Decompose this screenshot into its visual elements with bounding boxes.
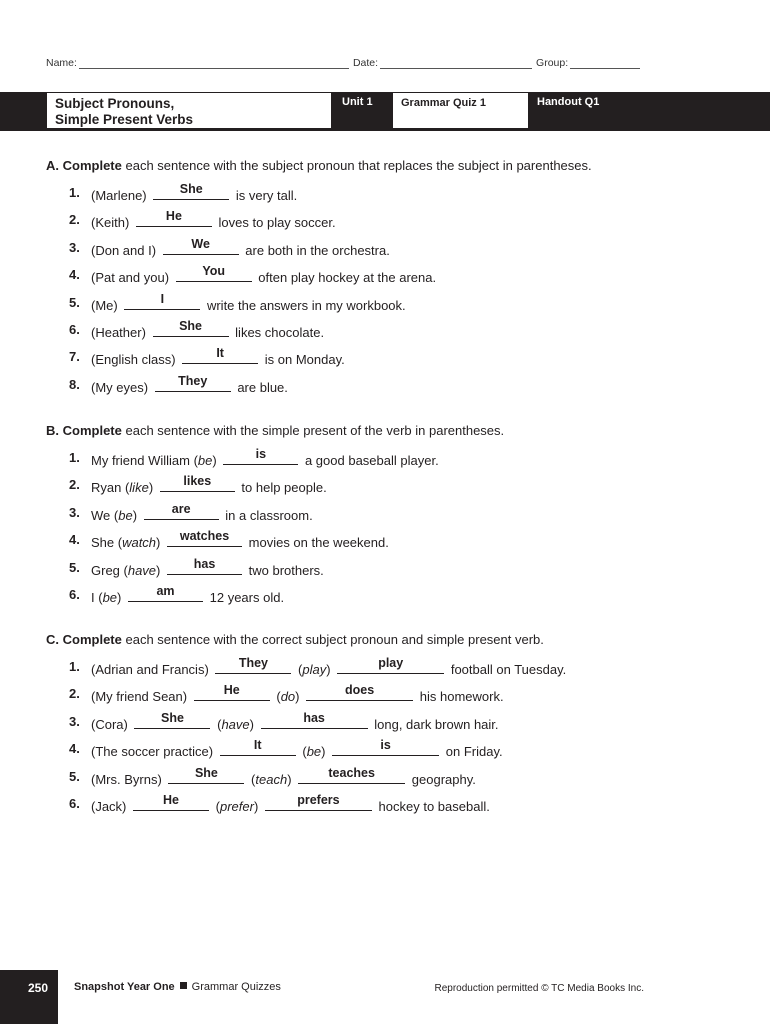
question-item <box>46 549 746 576</box>
handout-label: Handout Q1 <box>537 96 600 108</box>
answer-text: They <box>238 656 268 670</box>
footer-book-info <box>74 981 281 993</box>
answer-blank[interactable] <box>136 209 212 227</box>
question-rest: likes chocolate. <box>235 324 325 340</box>
section-letter: B. <box>46 423 59 438</box>
question-rest: football on Tuesday. <box>450 662 567 677</box>
question-paren: ) <box>156 562 161 578</box>
answer-blank[interactable] <box>163 236 239 255</box>
book-series: Grammar Quizzes <box>191 981 281 993</box>
question-subject: My friend William ( <box>91 453 198 468</box>
section-letter: A. <box>46 158 59 173</box>
verb-hint: be <box>118 507 133 523</box>
question-rest: is on Monday. <box>264 352 345 368</box>
answer-blank[interactable] <box>160 474 235 492</box>
answer-text: has <box>193 556 216 571</box>
section-letter: C. <box>46 632 59 647</box>
answer-text: likes <box>183 474 212 489</box>
verb-hint: have <box>127 562 157 578</box>
question-subject: (Mrs. Byrns) <box>91 771 162 787</box>
answer-blank[interactable] <box>144 501 219 520</box>
question-item <box>46 256 746 286</box>
question-rest: his homework. <box>419 689 504 705</box>
question-item <box>46 576 746 603</box>
question-item: 6. (Jack) He (prefer) prefers hockey to baseball. <box>69 792 490 814</box>
verb-hint: teach <box>255 771 288 787</box>
question-subject: Ryan ( <box>91 480 130 496</box>
answer-text: It <box>216 346 224 361</box>
verb-hint: like <box>129 480 149 496</box>
answer-blank[interactable] <box>223 447 298 465</box>
question-subject: She ( <box>91 535 123 551</box>
answer-blank[interactable] <box>168 765 244 784</box>
answer-blank[interactable] <box>265 792 372 811</box>
unit-label: Unit 1 <box>342 96 373 108</box>
question-item <box>46 229 746 256</box>
section-c-instructions <box>46 632 746 648</box>
section-c <box>46 632 746 812</box>
question-number: 6. <box>69 795 80 811</box>
square-bullet-icon <box>180 982 187 989</box>
answer-blank[interactable] <box>298 765 405 784</box>
question-rest: on Friday. <box>445 744 503 760</box>
question-rest: a good baseball player. <box>304 453 439 468</box>
answer-text: is <box>380 738 391 753</box>
question-number: 4. <box>69 267 80 283</box>
answer-text: She <box>179 318 203 333</box>
answer-blank[interactable] <box>167 556 242 575</box>
question-subject: We ( <box>91 507 119 523</box>
instruction-verb: Complete <box>62 423 122 438</box>
question-number: 2. <box>69 477 80 493</box>
answer-text: He <box>165 209 182 224</box>
question-number: 3. <box>69 239 80 255</box>
question-subject: (My eyes) <box>91 379 149 395</box>
title-line-2: Simple Present Verbs <box>55 112 194 127</box>
section-c-items <box>46 648 746 812</box>
answer-text: does <box>345 683 375 698</box>
answer-text: watches <box>179 529 230 544</box>
question-rest: two brothers. <box>248 562 324 578</box>
question-subject: (Heather) <box>91 324 146 340</box>
question-paren: ) <box>132 507 138 523</box>
question-rest: are blue. <box>237 379 288 395</box>
question-number: 4. <box>69 532 80 548</box>
question-number: 5. <box>69 768 80 784</box>
answer-blank[interactable] <box>176 264 252 282</box>
answer-text: play <box>378 656 404 670</box>
answer-blank[interactable] <box>153 182 229 200</box>
question-number: 5. <box>69 559 80 575</box>
answer-text: I <box>160 291 165 306</box>
answer-blank[interactable] <box>215 656 291 674</box>
title-line-1: Subject Pronouns, <box>55 96 175 111</box>
question-subject: (English class) <box>91 352 176 368</box>
answer-text: He <box>223 683 240 698</box>
question-number: 1. <box>69 659 80 674</box>
answer-text: She <box>179 182 203 196</box>
answer-text: They <box>178 373 208 388</box>
question-number: 1. <box>69 185 80 200</box>
question-number: 4. <box>69 741 80 757</box>
verb-hint: be <box>306 744 322 760</box>
answer-blank[interactable] <box>261 710 368 729</box>
answer-blank[interactable] <box>337 656 444 674</box>
student-info-line <box>46 57 646 69</box>
question-item <box>46 284 746 311</box>
verb-hint: have <box>221 716 250 732</box>
question-rest: in a classroom. <box>225 507 313 523</box>
answer-text: is <box>255 447 267 461</box>
question-number: 3. <box>69 504 80 520</box>
instruction-text: each sentence with the simple present of the verb in parentheses. <box>125 423 505 438</box>
answer-blank[interactable] <box>167 529 242 547</box>
instruction-text: each sentence with the correct subject pronoun and simple present verb. <box>125 632 544 647</box>
answer-text: She <box>161 710 184 725</box>
question-item: 4. (The soccer practice) It (be) is on Friday. <box>69 738 503 760</box>
question-rest: long, dark brown hair. <box>374 716 499 732</box>
question-subject: (Marlene) <box>91 188 147 203</box>
question-number: 8. <box>69 376 80 392</box>
answer-blank[interactable] <box>306 683 413 701</box>
question-item <box>46 366 746 393</box>
question-subject: Greg ( <box>91 562 128 578</box>
question-item <box>46 201 746 231</box>
date-label: Date: <box>352 57 379 69</box>
answer-text: It <box>253 738 262 753</box>
question-rest: loves to play soccer. <box>218 215 336 231</box>
book-title: Snapshot Year One <box>74 981 175 993</box>
answer-blank[interactable] <box>332 738 439 756</box>
question-number: 3. <box>69 713 80 729</box>
question-rest: often play hockey at the arena. <box>258 270 437 286</box>
verb-hint: be <box>102 589 118 605</box>
page-number: 250 <box>0 970 58 1024</box>
question-subject: (Jack) <box>91 798 127 814</box>
question-rest: is very tall. <box>235 188 298 203</box>
question-number: 6. <box>69 586 80 602</box>
question-item <box>46 311 746 338</box>
question-rest: geography. <box>411 771 476 787</box>
question-number: 2. <box>69 212 80 228</box>
answer-blank[interactable] <box>155 373 231 392</box>
section-b-instructions <box>46 423 746 439</box>
question-item <box>46 494 746 521</box>
section-a-instructions <box>46 158 746 174</box>
question-subject: (My friend Sean) <box>91 689 188 705</box>
question-item <box>46 521 746 551</box>
answer-blank[interactable] <box>153 318 229 337</box>
answer-blank[interactable] <box>128 583 203 602</box>
section-b <box>46 423 746 603</box>
answer-text: We <box>191 236 210 251</box>
question-rest: 12 years old. <box>209 589 285 605</box>
question-rest: hockey to baseball. <box>378 798 490 814</box>
verb-hint: be <box>197 453 213 468</box>
instruction-verb: Complete <box>62 158 122 173</box>
answer-text: teaches <box>328 765 375 780</box>
question-subject: (Pat and you) <box>91 270 170 286</box>
question-subject: (Don and I) <box>91 242 157 258</box>
group-label: Group: <box>536 57 569 69</box>
answer-blank[interactable] <box>133 792 209 811</box>
question-number: 2. <box>69 686 80 702</box>
question-paren: ) <box>148 480 154 496</box>
verb-hint: prefer <box>219 798 254 814</box>
question-item: 3. (Cora) She (have) has long, dark brown hair. <box>69 710 499 732</box>
quiz-label: Grammar Quiz 1 <box>392 92 529 129</box>
handout-title <box>46 92 332 129</box>
question-subject: (Me) <box>91 297 118 313</box>
question-item <box>46 338 746 368</box>
question-number: 5. <box>69 294 80 310</box>
instruction-text: each sentence with the subject pronoun that replaces the subject in parentheses. <box>125 158 592 173</box>
question-subject: (Adrian and Francis) <box>91 662 209 677</box>
question-paren: ) <box>156 535 161 551</box>
answer-blank[interactable] <box>124 291 200 310</box>
section-a-items <box>46 174 746 393</box>
question-number: 1. <box>69 450 80 465</box>
answer-text: am <box>156 583 175 598</box>
question-subject: (Cora) <box>91 716 128 732</box>
question-item: 5. (Mrs. Byrns) She (teach) teaches geography. <box>69 765 476 787</box>
answer-blank[interactable] <box>194 683 270 701</box>
answer-blank[interactable] <box>182 346 258 364</box>
instruction-verb: Complete <box>62 632 122 647</box>
answer-text: He <box>163 792 179 807</box>
answer-text: has <box>303 710 325 725</box>
question-subject: I ( <box>91 589 103 605</box>
question-rest: to help people. <box>241 480 327 496</box>
question-item: 2. (My friend Sean) He (do) does his homework. <box>69 683 504 705</box>
question-subject: (Keith) <box>91 215 130 231</box>
question-item: 1. (Adrian and Francis) They (play) play football on Tuesday. <box>69 656 567 677</box>
answer-blank[interactable] <box>134 710 210 729</box>
answer-text: prefers <box>297 792 340 807</box>
name-label: Name: <box>46 57 77 69</box>
question-rest: write the answers in my workbook. <box>206 297 406 313</box>
date-field[interactable] <box>380 57 532 69</box>
answer-text: are <box>171 501 191 516</box>
question-number: 6. <box>69 321 80 337</box>
question-subject: (The soccer practice) <box>91 744 214 760</box>
answer-blank[interactable] <box>220 738 296 756</box>
verb-hint: do <box>280 689 296 705</box>
answer-text: You <box>202 264 226 279</box>
question-paren: ) <box>212 453 217 468</box>
verb-hint: watch <box>122 535 157 551</box>
question-item <box>46 466 746 496</box>
question-paren: ) <box>117 589 122 605</box>
question-item <box>46 439 746 466</box>
question-item <box>46 174 746 201</box>
verb-hint: play <box>302 662 327 677</box>
section-a <box>46 158 746 393</box>
question-rest: are both in the orchestra. <box>245 242 390 258</box>
question-number: 7. <box>69 349 80 365</box>
copyright-notice: Reproduction permitted © TC Media Books Inc. <box>434 983 644 994</box>
question-rest: movies on the weekend. <box>248 535 389 551</box>
section-b-items <box>46 439 746 603</box>
answer-text: She <box>194 765 218 780</box>
name-field[interactable] <box>79 57 349 69</box>
group-field[interactable] <box>570 57 640 69</box>
